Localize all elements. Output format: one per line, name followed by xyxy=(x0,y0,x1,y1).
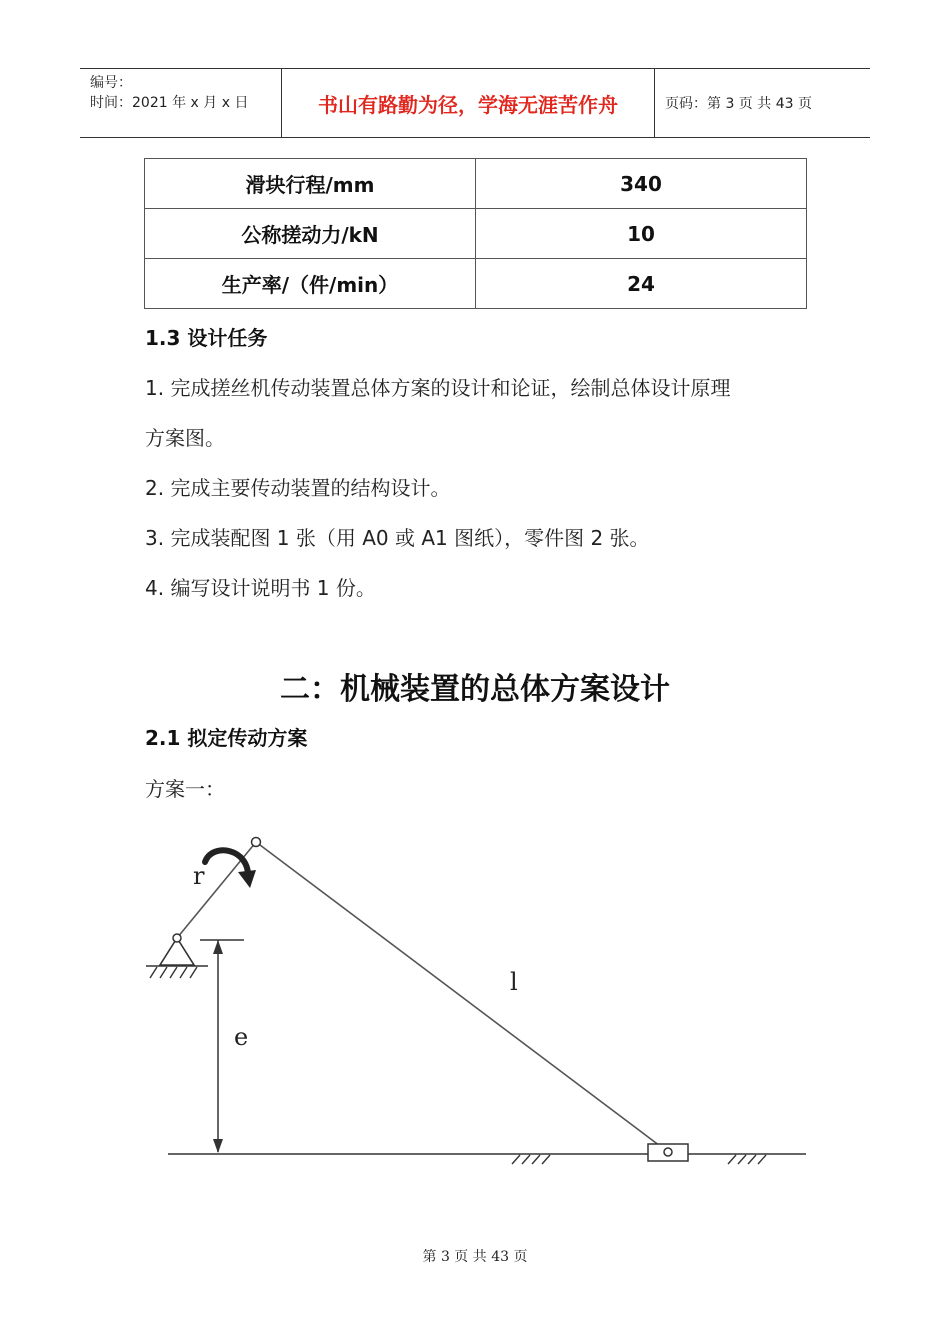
header-divider xyxy=(654,69,655,137)
support-hatch xyxy=(150,967,197,978)
label-l: l xyxy=(510,968,518,996)
label-r: r xyxy=(193,862,205,890)
ground-hatch xyxy=(512,1155,766,1164)
slider-joint xyxy=(664,1148,672,1156)
param-value: 24 xyxy=(476,259,807,309)
param-value: 10 xyxy=(476,209,807,259)
crank-pivot-joint xyxy=(173,934,181,942)
crank-slider-diagram xyxy=(0,820,950,1180)
param-label: 公称搓动力/kN xyxy=(145,209,476,259)
chapter-title: 二：机械装置的总体方案设计 xyxy=(280,672,670,707)
label-e: e xyxy=(234,1023,249,1051)
header-page-info: 页码：第 3 页 共 43 页 xyxy=(665,96,812,112)
param-label: 生产率/（件/min） xyxy=(145,259,476,309)
table-row xyxy=(145,159,807,209)
section-heading: 1.3 设计任务 xyxy=(145,326,268,350)
doc-number-label: 编号： xyxy=(90,75,132,91)
header-motto: 书山有路勤为径，学海无涯苦作舟 xyxy=(318,92,618,117)
task-item-3: 3. 完成装配图 1 张（用 A0 或 A1 图纸），零件图 2 张。 xyxy=(145,526,650,550)
page-header xyxy=(80,68,870,138)
task-item-4: 4. 编写设计说明书 1 份。 xyxy=(145,576,376,600)
scheme-label: 方案一： xyxy=(145,777,225,801)
table-row xyxy=(145,209,807,259)
section-heading: 2.1 拟定传动方案 xyxy=(145,726,308,750)
parameter-table xyxy=(144,158,807,309)
dimension-arrow-up xyxy=(213,940,223,954)
connecting-rod xyxy=(256,842,668,1152)
rotation-arrowhead-icon xyxy=(238,870,256,888)
task-item-1-cont: 方案图。 xyxy=(145,426,225,450)
task-item-2: 2. 完成主要传动装置的结构设计。 xyxy=(145,476,451,500)
crank-link xyxy=(177,842,256,938)
param-value: 340 xyxy=(476,159,807,209)
page-footer: 第 3 页 共 43 页 xyxy=(422,1249,528,1265)
crank-pin-joint xyxy=(252,838,261,847)
dimension-arrow-down xyxy=(213,1139,223,1153)
table-row xyxy=(145,259,807,309)
header-meta xyxy=(90,73,280,113)
doc-date: 时间：2021 年 x 月 x 日 xyxy=(90,95,249,111)
param-label: 滑块行程/mm xyxy=(145,159,476,209)
task-item-1: 1. 完成搓丝机传动装置总体方案的设计和论证，绘制总体设计原理 xyxy=(145,376,731,400)
